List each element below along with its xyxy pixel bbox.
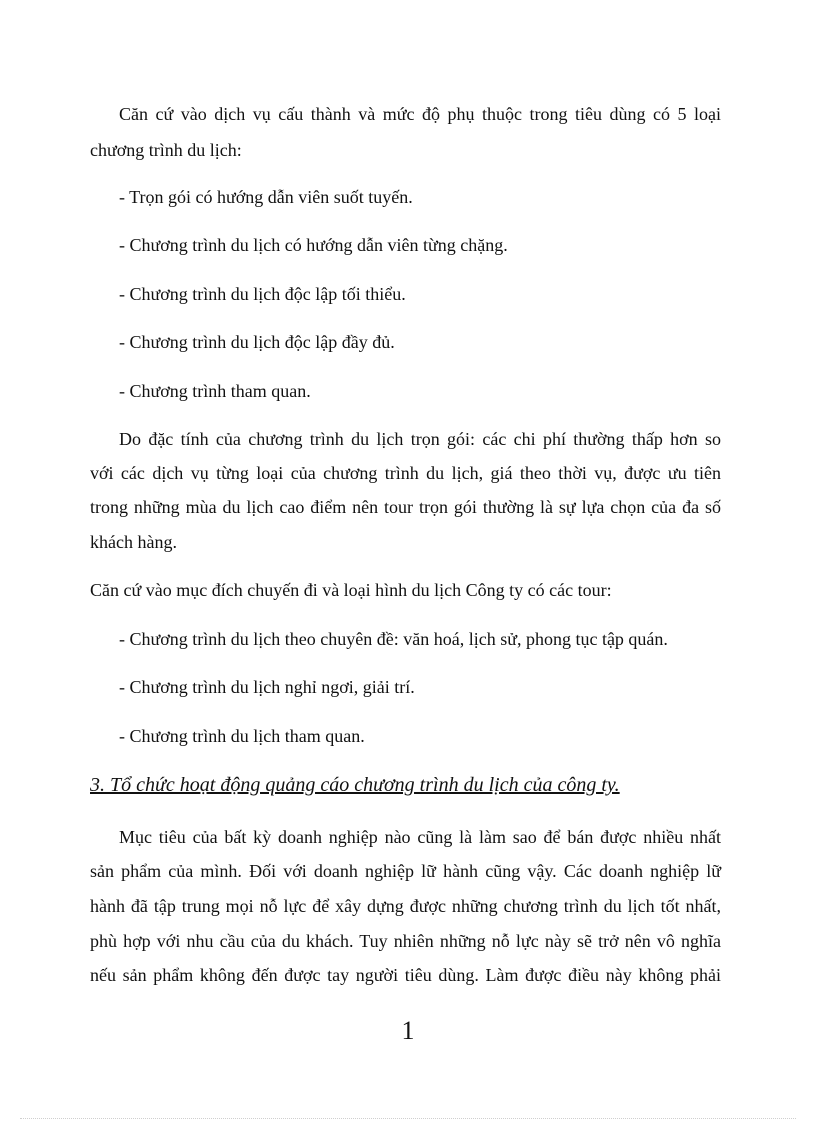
list-item: - Chương trình tham quan.: [119, 381, 311, 401]
paragraph-line: Do đặc tính của chương trình du lịch trọn gói: các chi phí thường thấp hơn so: [119, 429, 721, 449]
list-item: - Chương trình du lịch theo chuyên đề: văn hoá, lịch sử, phong tục tập quán.: [119, 629, 668, 649]
paragraph-line: khách hàng.: [90, 532, 177, 552]
paragraph-line: nếu sản phẩm không đến được tay người tiêu dùng. Làm được điều này không phải: [90, 965, 721, 985]
list-item: - Chương trình du lịch nghỉ ngơi, giải trí.: [119, 677, 415, 697]
page-number: 1: [401, 1016, 415, 1045]
paragraph-line: Căn cứ vào dịch vụ cấu thành và mức độ phụ thuộc trong tiêu dùng có 5 loại: [119, 104, 721, 124]
paragraph-line: Mục tiêu của bất kỳ doanh nghiệp nào cũng là làm sao để bán được nhiều nhất: [119, 827, 721, 847]
list-item: - Chương trình du lịch độc lập đầy đủ.: [119, 332, 395, 352]
list-item: - Chương trình du lịch tham quan.: [119, 726, 365, 746]
page-divider: [20, 1118, 796, 1119]
section-heading: 3. Tổ chức hoạt động quảng cáo chương trình du lịch của công ty.: [90, 774, 620, 796]
paragraph-line: chương trình du lịch:: [90, 140, 242, 160]
list-item: - Trọn gói có hướng dẫn viên suốt tuyến.: [119, 187, 413, 207]
paragraph-line: Căn cứ vào mục đích chuyến đi và loại hình du lịch Công ty có các tour:: [90, 580, 612, 600]
paragraph-line: phù hợp với nhu cầu của du khách. Tuy nhiên những nỗ lực này sẽ trở nên vô nghĩa: [90, 931, 721, 951]
list-item: - Chương trình du lịch độc lập tối thiểu.: [119, 284, 406, 304]
paragraph-line: với các dịch vụ từng loại của chương trình du lịch, giá theo thời vụ, được ưu tiên: [90, 463, 721, 483]
paragraph-line: trong những mùa du lịch cao điểm nên tour trọn gói thường là sự lựa chọn của đa số: [90, 497, 721, 517]
paragraph-line: sản phẩm của mình. Đối với doanh nghiệp lữ hành cũng vậy. Các doanh nghiệp lữ: [90, 861, 721, 881]
list-item: - Chương trình du lịch có hướng dẫn viên từng chặng.: [119, 235, 508, 255]
paragraph-line: hành đã tập trung mọi nỗ lực để xây dựng được những chương trình du lịch tốt nhất,: [90, 896, 721, 916]
